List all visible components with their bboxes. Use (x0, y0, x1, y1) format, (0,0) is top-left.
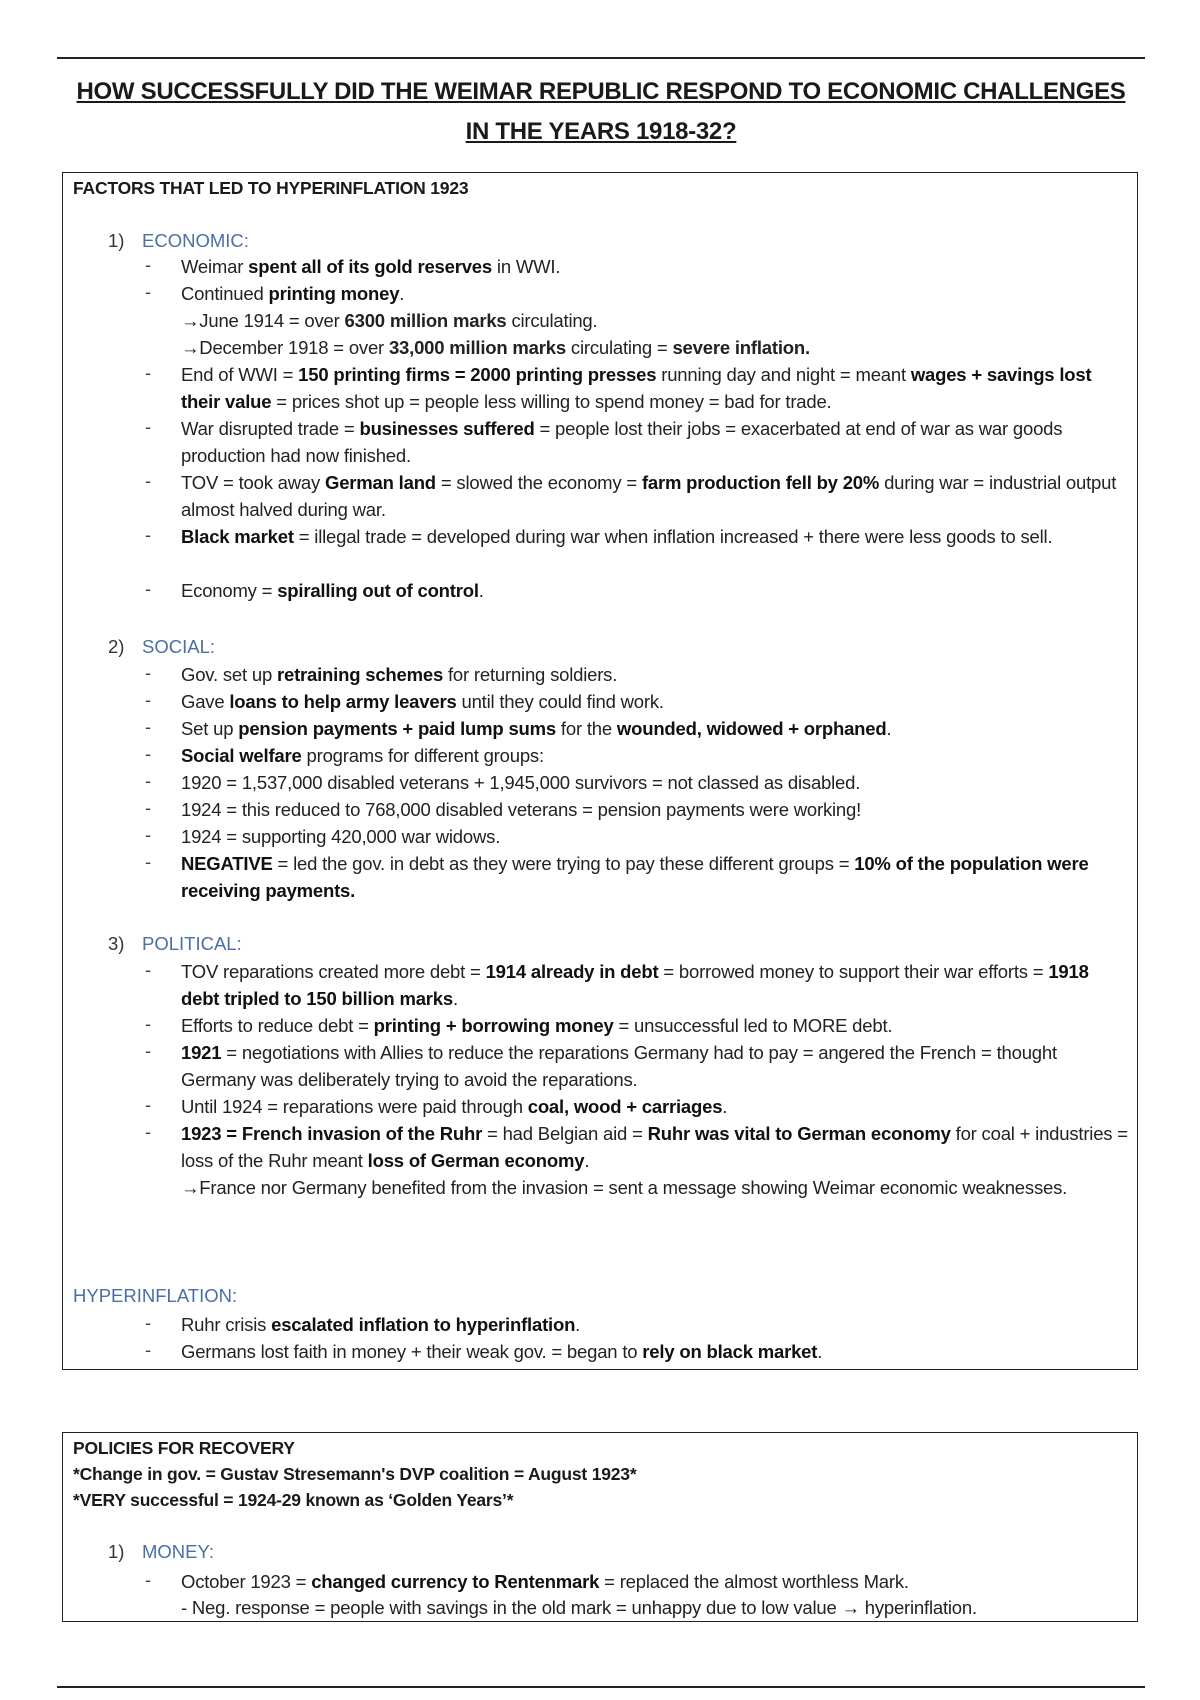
list-item: Gov. set up retraining schemes for returning soldiers. (181, 664, 618, 685)
box-title: FACTORS THAT LED TO HYPERINFLATION 1923 (73, 178, 469, 198)
bullet-dash-icon: - (145, 662, 152, 683)
box-title: POLICIES FOR RECOVERY (73, 1438, 295, 1458)
emphasis-text: 1918 debt tripled to 150 billion marks (181, 961, 1089, 1009)
list-item: Until 1924 = reparations were paid through coal, wood + carriages. (181, 1096, 728, 1117)
bullet-dash-icon: - (145, 1040, 152, 1061)
list-item: TOV reparations created more debt = 1914 already in debt = borrowed money to support their war efforts = 1918 debt tripled to 150 billion marks. (181, 961, 1089, 1009)
sub-item: →France nor Germany benefited from the invasion = sent a message showing Weimar economic weaknesses. (181, 1177, 1068, 1198)
emphasis-text: farm production fell by 20% (641, 472, 880, 493)
list-item: Gave loans to help army leavers until they could find work. (181, 691, 664, 712)
bullet-dash-icon: - (145, 959, 152, 980)
list-item: Social welfare programs for different groups: (181, 745, 544, 766)
emphasis-text: loans to help army leavers (229, 691, 457, 712)
emphasis-text: 150 printing firms = 2000 printing presses (298, 364, 657, 385)
emphasis-text: retraining schemes (276, 664, 444, 685)
list-item: Set up pension payments + paid lump sums for the wounded, widowed + orphaned. (181, 718, 892, 739)
bullet-dash-icon: - (145, 578, 152, 599)
list-item: Ruhr crisis escalated inflation to hyperinflation. (181, 1314, 581, 1335)
emphasis-text: spiralling out of control (277, 580, 479, 601)
list-item: 1923 = French invasion of the Ruhr = had Belgian aid = Ruhr was vital to German economy for coal + industries = loss of the Ruhr meant loss of German economy. (181, 1123, 1128, 1171)
bullet-dash-icon: - (145, 281, 152, 302)
bullet-dash-icon: - (145, 797, 152, 818)
list-item: October 1923 = changed currency to Rentenmark = replaced the almost worthless Mark. (181, 1571, 909, 1592)
bullet-dash-icon: - (145, 716, 152, 737)
top-rule (57, 57, 1145, 59)
emphasis-text: printing money (268, 283, 400, 304)
emphasis-text: spent all of its gold reserves (248, 256, 492, 277)
bullet-dash-icon: - (145, 416, 152, 437)
emphasis-text: rely on black market (642, 1341, 818, 1362)
bullet-dash-icon: - (145, 1094, 152, 1115)
emphasis-text: coal, wood + carriages (527, 1096, 723, 1117)
emphasis-text: changed currency to Rentenmark (311, 1571, 600, 1592)
emphasis-text: 6300 million marks (344, 310, 507, 331)
sub-item: →December 1918 = over 33,000 million marks circulating = severe inflation. (181, 337, 810, 358)
list-item: Economy = spiralling out of control. (181, 580, 484, 601)
list-item: Continued printing money. (181, 283, 405, 304)
bullet-dash-icon: - (145, 1121, 152, 1142)
emphasis-text: wages + savings lost their value (181, 364, 1092, 412)
emphasis-text: German land (325, 472, 436, 493)
list-item: Weimar spent all of its gold reserves in WWI. (181, 256, 561, 277)
emphasis-text: 33,000 million marks (388, 337, 566, 358)
bullet-dash-icon: - (145, 254, 152, 275)
sub-item: →June 1914 = over 6300 million marks circulating. (181, 310, 598, 331)
emphasis-text: Ruhr was vital to German economy (647, 1123, 951, 1144)
bullet-dash-icon: - (145, 1569, 152, 1590)
hyperinflation-factors-box (62, 172, 1138, 1370)
list-item: 1921 = negotiations with Allies to reduce the reparations Germany had to pay = angered the French = thought Germany was deliberately trying to avoid the reparations. (181, 1042, 1057, 1090)
section-hyperinflation-heading: HYPERINFLATION: (73, 1285, 238, 1306)
bullet-dash-icon: - (145, 824, 152, 845)
emphasis-text: loss of German economy (367, 1149, 585, 1171)
bullet-dash-icon: - (145, 470, 152, 491)
list-item: Black market = illegal trade = developed during war when inflation increased + there were less goods to sell. (181, 526, 1053, 547)
bullet-dash-icon: - (145, 770, 152, 791)
section-social-heading: 2) SOCIAL: (108, 636, 215, 657)
list-item: 1924 = supporting 420,000 war widows. (181, 826, 501, 847)
bullet-dash-icon: - (145, 524, 152, 545)
page-title: HOW SUCCESSFULLY DID THE WEIMAR REPUBLIC RESPOND TO ECONOMIC CHALLENGES IN THE YEARS 1918-32? (76, 78, 1126, 145)
bullet-dash-icon: - (145, 362, 152, 383)
section-economic-heading: 1) ECONOMIC: (108, 230, 249, 251)
emphasis-text: NEGATIVE (181, 853, 273, 874)
list-item: End of WWI = 150 printing firms = 2000 printing presses running day and night = meant wages + savings lost their value = prices shot up = people less willing to spend money = bad for trade. (181, 364, 1092, 412)
list-item: 1920 = 1,537,000 disabled veterans + 1,945,000 survivors = not classed as disabled. (181, 772, 861, 793)
emphasis-text: 1923 = French invasion of the Ruhr (181, 1123, 483, 1144)
note-line: *VERY successful = 1924-29 known as ‘Golden Years’* (73, 1490, 514, 1510)
emphasis-text: Black market (181, 526, 294, 547)
emphasis-text: severe inflation. (672, 337, 810, 358)
list-item: TOV = took away German land = slowed the economy = farm production fell by 20% during war = industrial output almost halved during war. (181, 472, 1117, 520)
bottom-rule (57, 1686, 1145, 1688)
sub-item: - Neg. response = people with savings in the old mark = unhappy due to low value → hyperinflation. (181, 1597, 977, 1618)
list-item: Efforts to reduce debt = printing + borrowing money = unsuccessful led to MORE debt. (181, 1015, 893, 1036)
note-line: *Change in gov. = Gustav Stresemann's DVP coalition = August 1923* (73, 1464, 637, 1484)
section-money-heading: 1) MONEY: (108, 1541, 214, 1562)
list-item: 1924 = this reduced to 768,000 disabled veterans = pension payments were working! (181, 799, 862, 820)
list-item: NEGATIVE = led the gov. in debt as they were trying to pay these different groups = 10% of the population were receiving payments. (181, 853, 1089, 901)
bullet-dash-icon: - (145, 851, 152, 872)
section-political-heading: 3) POLITICAL: (108, 933, 242, 954)
emphasis-text: escalated inflation to hyperinflation (271, 1314, 576, 1335)
bullet-dash-icon: - (145, 689, 152, 710)
emphasis-text: wounded, widowed + orphaned (616, 718, 887, 739)
bullet-dash-icon: - (145, 1013, 152, 1034)
bullet-dash-icon: - (145, 1312, 152, 1333)
emphasis-text: businesses suffered (359, 418, 535, 439)
bullet-dash-icon: - (145, 743, 152, 764)
emphasis-text: 1921 (181, 1042, 222, 1063)
emphasis-text: Social welfare (181, 745, 302, 766)
list-item: Germans lost faith in money + their weak gov. = began to rely on black market. (181, 1341, 823, 1362)
emphasis-text: 1914 already in debt (485, 961, 659, 982)
bullet-dash-icon: - (145, 1339, 152, 1360)
emphasis-text: 10% of the population were receiving payments. (181, 853, 1089, 901)
recovery-policies-box (62, 1432, 1138, 1622)
emphasis-text: printing + borrowing money (373, 1015, 614, 1036)
list-item: War disrupted trade = businesses suffered = people lost their jobs = exacerbated at end of war as war goods production had now finished. (181, 418, 1063, 466)
emphasis-text: pension payments + paid lump sums (238, 718, 556, 739)
